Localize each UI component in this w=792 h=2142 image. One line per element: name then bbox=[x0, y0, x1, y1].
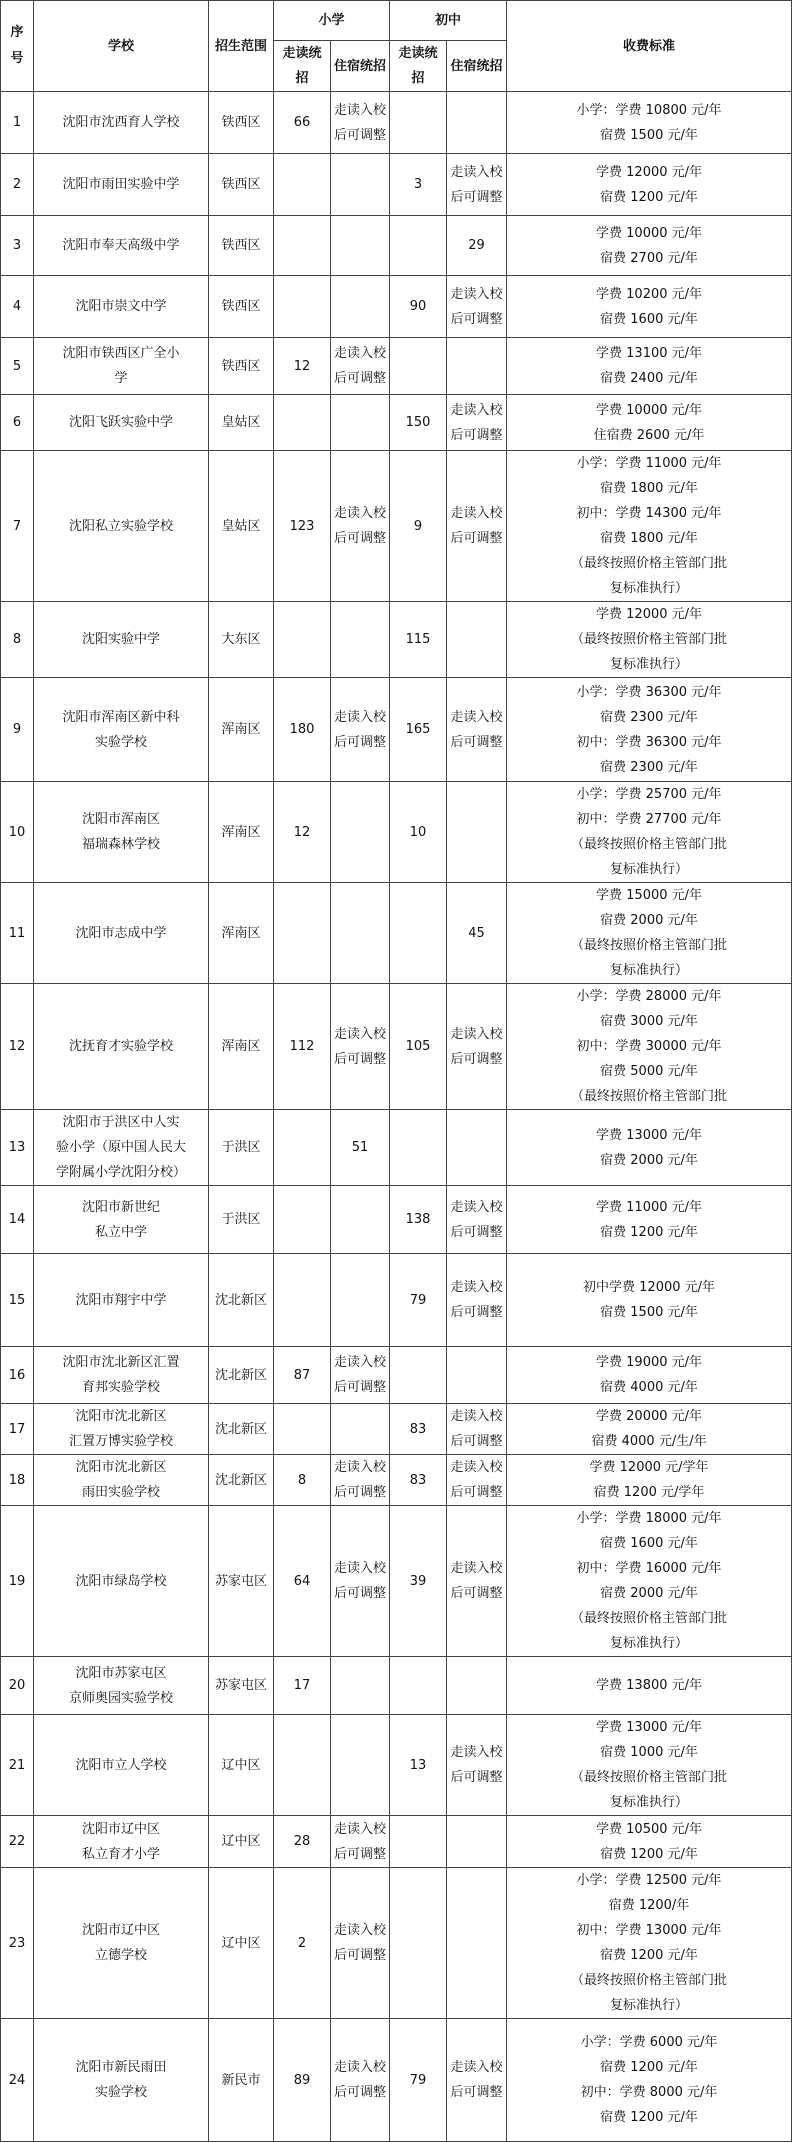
middle-day-quota bbox=[390, 216, 447, 276]
enroll-area: 苏家屯区 bbox=[209, 1506, 274, 1657]
primary-board-quota bbox=[331, 154, 390, 216]
primary-day-quota: 17 bbox=[274, 1657, 331, 1715]
middle-day-quota: 79 bbox=[390, 2019, 447, 2142]
primary-day-quota bbox=[274, 1254, 331, 1347]
middle-day-quota: 83 bbox=[390, 1455, 447, 1506]
row-number: 16 bbox=[1, 1347, 34, 1404]
row-number: 13 bbox=[1, 1110, 34, 1186]
primary-board-quota bbox=[331, 276, 390, 338]
school-name: 沈阳实验中学 bbox=[34, 602, 209, 678]
fee-standard: 学费 10500 元/年 宿费 1200 元/年 bbox=[507, 1816, 792, 1868]
table-row bbox=[1, 1715, 792, 1816]
fee-standard: 学费 13800 元/年 bbox=[507, 1657, 792, 1715]
school-name: 沈阳市沈北新区 雨田实验学校 bbox=[34, 1455, 209, 1506]
middle-board-quota: 走读入校 后可调整 bbox=[447, 984, 507, 1110]
fee-standard: 小学：学费 10800 元/年 宿费 1500 元/年 bbox=[507, 92, 792, 154]
middle-board-quota: 走读入校 后可调整 bbox=[447, 1715, 507, 1816]
middle-day-quota: 9 bbox=[390, 451, 447, 602]
middle-board-quota bbox=[447, 782, 507, 883]
middle-day-quota bbox=[390, 1816, 447, 1868]
row-number: 6 bbox=[1, 395, 34, 451]
middle-board-quota: 29 bbox=[447, 216, 507, 276]
middle-board-quota bbox=[447, 602, 507, 678]
primary-board-quota: 走读入校 后可调整 bbox=[331, 1816, 390, 1868]
middle-board-quota: 走读入校 后可调整 bbox=[447, 451, 507, 602]
primary-day-quota bbox=[274, 216, 331, 276]
primary-day-quota: 2 bbox=[274, 1868, 331, 2019]
table-row bbox=[1, 92, 792, 154]
school-name: 沈阳市沈西育人学校 bbox=[34, 92, 209, 154]
header-primary-day: 走读统招 bbox=[274, 41, 331, 92]
primary-board-quota bbox=[331, 1404, 390, 1455]
table-row bbox=[1, 1254, 792, 1347]
middle-day-quota: 10 bbox=[390, 782, 447, 883]
middle-board-quota bbox=[447, 1657, 507, 1715]
primary-board-quota: 走读入校 后可调整 bbox=[331, 984, 390, 1110]
school-name: 沈阳市绿岛学校 bbox=[34, 1506, 209, 1657]
fee-standard: 小学：学费 36300 元/年 宿费 2300 元/年 初中：学费 36300 元/年 宿费 2300 元/年 bbox=[507, 678, 792, 782]
middle-board-quota: 走读入校 后可调整 bbox=[447, 395, 507, 451]
table-row bbox=[1, 395, 792, 451]
fee-standard: 学费 20000 元/年 宿费 4000 元/生/年 bbox=[507, 1404, 792, 1455]
middle-day-quota bbox=[390, 1110, 447, 1186]
school-name: 沈阳市立人学校 bbox=[34, 1715, 209, 1816]
primary-day-quota: 66 bbox=[274, 92, 331, 154]
enroll-area: 浑南区 bbox=[209, 984, 274, 1110]
primary-board-quota bbox=[331, 602, 390, 678]
fee-standard: 学费 12000 元/年 （最终按照价格主管部门批 复标准执行） bbox=[507, 602, 792, 678]
middle-board-quota: 走读入校 后可调整 bbox=[447, 678, 507, 782]
school-name: 沈抚育才实验学校 bbox=[34, 984, 209, 1110]
middle-day-quota bbox=[390, 1347, 447, 1404]
primary-board-quota: 走读入校 后可调整 bbox=[331, 678, 390, 782]
enroll-area: 浑南区 bbox=[209, 782, 274, 883]
fee-standard: 学费 11000 元/年 宿费 1200 元/年 bbox=[507, 1186, 792, 1254]
table-row bbox=[1, 1506, 792, 1657]
enroll-area: 于洪区 bbox=[209, 1110, 274, 1186]
school-name: 沈阳市苏家屯区 京师奥园实验学校 bbox=[34, 1657, 209, 1715]
enroll-area: 辽中区 bbox=[209, 1816, 274, 1868]
enroll-area: 大东区 bbox=[209, 602, 274, 678]
row-number: 23 bbox=[1, 1868, 34, 2019]
fee-standard: 学费 10000 元/年 宿费 2700 元/年 bbox=[507, 216, 792, 276]
primary-day-quota bbox=[274, 395, 331, 451]
primary-day-quota bbox=[274, 1110, 331, 1186]
primary-day-quota: 8 bbox=[274, 1455, 331, 1506]
middle-board-quota: 走读入校 后可调整 bbox=[447, 154, 507, 216]
primary-day-quota: 64 bbox=[274, 1506, 331, 1657]
table-row bbox=[1, 154, 792, 216]
fee-standard: 小学：学费 18000 元/年 宿费 1600 元/年 初中：学费 16000 元/年 宿费 2000 元/年 （最终按照价格主管部门批 复标准执行） bbox=[507, 1506, 792, 1657]
table-row bbox=[1, 1455, 792, 1506]
table-row bbox=[1, 1816, 792, 1868]
row-number: 2 bbox=[1, 154, 34, 216]
fee-standard: 学费 10000 元/年 住宿费 2600 元/年 bbox=[507, 395, 792, 451]
middle-day-quota bbox=[390, 92, 447, 154]
primary-day-quota: 123 bbox=[274, 451, 331, 602]
middle-board-quota: 45 bbox=[447, 883, 507, 984]
middle-day-quota bbox=[390, 883, 447, 984]
primary-board-quota bbox=[331, 883, 390, 984]
school-name: 沈阳市浑南区新中科 实验学校 bbox=[34, 678, 209, 782]
fee-standard: 学费 13100 元/年 宿费 2400 元/年 bbox=[507, 338, 792, 395]
primary-board-quota bbox=[331, 1715, 390, 1816]
enroll-area: 沈北新区 bbox=[209, 1404, 274, 1455]
table-row bbox=[1, 1110, 792, 1186]
table-row bbox=[1, 883, 792, 984]
middle-board-quota: 走读入校 后可调整 bbox=[447, 2019, 507, 2142]
primary-day-quota bbox=[274, 154, 331, 216]
enroll-area: 沈北新区 bbox=[209, 1347, 274, 1404]
enroll-area: 沈北新区 bbox=[209, 1455, 274, 1506]
row-number: 21 bbox=[1, 1715, 34, 1816]
enroll-area: 辽中区 bbox=[209, 1868, 274, 2019]
middle-board-quota bbox=[447, 338, 507, 395]
primary-day-quota bbox=[274, 883, 331, 984]
enroll-area: 辽中区 bbox=[209, 1715, 274, 1816]
primary-board-quota: 走读入校 后可调整 bbox=[331, 1347, 390, 1404]
table-row bbox=[1, 1347, 792, 1404]
primary-day-quota: 89 bbox=[274, 2019, 331, 2142]
header-middle-board: 住宿统招 bbox=[447, 41, 507, 92]
fee-standard: 学费 13000 元/年 宿费 1000 元/年 （最终按照价格主管部门批 复标准执行） bbox=[507, 1715, 792, 1816]
school-name: 沈阳市于洪区中人实 验小学（原中国人民大 学附属小学沈阳分校） bbox=[34, 1110, 209, 1186]
middle-board-quota: 走读入校 后可调整 bbox=[447, 1404, 507, 1455]
table-row bbox=[1, 1186, 792, 1254]
school-name: 沈阳市辽中区 立德学校 bbox=[34, 1868, 209, 2019]
primary-board-quota bbox=[331, 216, 390, 276]
row-number: 17 bbox=[1, 1404, 34, 1455]
enroll-area: 新民市 bbox=[209, 2019, 274, 2142]
header-fee: 收费标准 bbox=[507, 1, 792, 92]
row-number: 4 bbox=[1, 276, 34, 338]
row-number: 8 bbox=[1, 602, 34, 678]
middle-day-quota: 83 bbox=[390, 1404, 447, 1455]
primary-board-quota: 走读入校 后可调整 bbox=[331, 92, 390, 154]
header-school: 学校 bbox=[34, 1, 209, 92]
primary-day-quota: 180 bbox=[274, 678, 331, 782]
fee-standard: 学费 10200 元/年 宿费 1600 元/年 bbox=[507, 276, 792, 338]
table-row bbox=[1, 782, 792, 883]
primary-day-quota bbox=[274, 1715, 331, 1816]
school-name: 沈阳市沈北新区汇置 育邦实验学校 bbox=[34, 1347, 209, 1404]
middle-board-quota: 走读入校 后可调整 bbox=[447, 1254, 507, 1347]
school-name: 沈阳市翔宇中学 bbox=[34, 1254, 209, 1347]
middle-day-quota bbox=[390, 1868, 447, 2019]
primary-day-quota: 28 bbox=[274, 1816, 331, 1868]
primary-board-quota: 走读入校 后可调整 bbox=[331, 451, 390, 602]
primary-board-quota bbox=[331, 395, 390, 451]
enroll-area: 苏家屯区 bbox=[209, 1657, 274, 1715]
school-name: 沈阳市沈北新区 汇置万博实验学校 bbox=[34, 1404, 209, 1455]
table-row bbox=[1, 678, 792, 782]
enroll-area: 铁西区 bbox=[209, 216, 274, 276]
middle-day-quota bbox=[390, 1657, 447, 1715]
school-name: 沈阳市志成中学 bbox=[34, 883, 209, 984]
header-primary-board: 住宿统招 bbox=[331, 41, 390, 92]
row-number: 14 bbox=[1, 1186, 34, 1254]
school-name: 沈阳市崇文中学 bbox=[34, 276, 209, 338]
primary-day-quota bbox=[274, 1404, 331, 1455]
header-no: 序 号 bbox=[1, 1, 34, 92]
middle-board-quota bbox=[447, 1816, 507, 1868]
fee-standard: 学费 15000 元/年 宿费 2000 元/年 （最终按照价格主管部门批 复标准执行） bbox=[507, 883, 792, 984]
table-row bbox=[1, 602, 792, 678]
primary-board-quota: 51 bbox=[331, 1110, 390, 1186]
middle-day-quota: 165 bbox=[390, 678, 447, 782]
header-middle-day: 走读统招 bbox=[390, 41, 447, 92]
school-name: 沈阳市铁西区广全小 学 bbox=[34, 338, 209, 395]
primary-board-quota: 走读入校 后可调整 bbox=[331, 1455, 390, 1506]
fee-standard: 学费 12000 元/学年 宿费 1200 元/学年 bbox=[507, 1455, 792, 1506]
table-row bbox=[1, 451, 792, 602]
middle-day-quota: 79 bbox=[390, 1254, 447, 1347]
header-middle: 初中 bbox=[390, 1, 507, 41]
enroll-area: 皇姑区 bbox=[209, 395, 274, 451]
middle-board-quota: 走读入校 后可调整 bbox=[447, 1506, 507, 1657]
school-name: 沈阳私立实验学校 bbox=[34, 451, 209, 602]
row-number: 12 bbox=[1, 984, 34, 1110]
school-name: 沈阳市雨田实验中学 bbox=[34, 154, 209, 216]
row-number: 1 bbox=[1, 92, 34, 154]
school-name: 沈阳市新民雨田 实验学校 bbox=[34, 2019, 209, 2142]
row-number: 22 bbox=[1, 1816, 34, 1868]
middle-day-quota: 105 bbox=[390, 984, 447, 1110]
fee-standard: 小学：学费 11000 元/年 宿费 1800 元/年 初中：学费 14300 元/年 宿费 1800 元/年 （最终按照价格主管部门批 复标准执行） bbox=[507, 451, 792, 602]
table-row bbox=[1, 984, 792, 1110]
fee-standard: 学费 19000 元/年 宿费 4000 元/年 bbox=[507, 1347, 792, 1404]
primary-day-quota: 87 bbox=[274, 1347, 331, 1404]
fee-standard: 学费 13000 元/年 宿费 2000 元/年 bbox=[507, 1110, 792, 1186]
row-number: 20 bbox=[1, 1657, 34, 1715]
primary-board-quota: 走读入校 后可调整 bbox=[331, 2019, 390, 2142]
primary-day-quota bbox=[274, 276, 331, 338]
row-number: 15 bbox=[1, 1254, 34, 1347]
row-number: 10 bbox=[1, 782, 34, 883]
fee-standard: 初中学费 12000 元/年 宿费 1500 元/年 bbox=[507, 1254, 792, 1347]
middle-board-quota bbox=[447, 1868, 507, 2019]
table-row bbox=[1, 1868, 792, 2019]
enroll-area: 浑南区 bbox=[209, 678, 274, 782]
school-name: 沈阳市新世纪 私立中学 bbox=[34, 1186, 209, 1254]
middle-board-quota: 走读入校 后可调整 bbox=[447, 276, 507, 338]
header-area: 招生范围 bbox=[209, 1, 274, 92]
table-body bbox=[1, 92, 792, 2142]
primary-board-quota: 走读入校 后可调整 bbox=[331, 1868, 390, 2019]
fee-standard: 小学：学费 28000 元/年 宿费 3000 元/年 初中：学费 30000 元/年 宿费 5000 元/年 （最终按照价格主管部门批 bbox=[507, 984, 792, 1110]
middle-day-quota bbox=[390, 338, 447, 395]
enroll-area: 铁西区 bbox=[209, 338, 274, 395]
middle-board-quota bbox=[447, 92, 507, 154]
middle-day-quota: 90 bbox=[390, 276, 447, 338]
fee-standard: 小学：学费 12500 元/年 宿费 1200/年 初中：学费 13000 元/年 宿费 1200 元/年 （最终按照价格主管部门批 复标准执行） bbox=[507, 1868, 792, 2019]
row-number: 24 bbox=[1, 2019, 34, 2142]
primary-day-quota bbox=[274, 1186, 331, 1254]
middle-day-quota: 13 bbox=[390, 1715, 447, 1816]
primary-board-quota: 走读入校 后可调整 bbox=[331, 1506, 390, 1657]
middle-day-quota: 3 bbox=[390, 154, 447, 216]
row-number: 3 bbox=[1, 216, 34, 276]
school-name: 沈阳市奉天高级中学 bbox=[34, 216, 209, 276]
row-number: 19 bbox=[1, 1506, 34, 1657]
row-number: 18 bbox=[1, 1455, 34, 1506]
primary-day-quota: 12 bbox=[274, 782, 331, 883]
primary-board-quota: 走读入校 后可调整 bbox=[331, 338, 390, 395]
primary-board-quota bbox=[331, 1186, 390, 1254]
table-row bbox=[1, 2019, 792, 2142]
middle-day-quota: 138 bbox=[390, 1186, 447, 1254]
table-row bbox=[1, 276, 792, 338]
table-row bbox=[1, 1657, 792, 1715]
enroll-area: 铁西区 bbox=[209, 276, 274, 338]
enroll-area: 于洪区 bbox=[209, 1186, 274, 1254]
middle-board-quota: 走读入校 后可调整 bbox=[447, 1455, 507, 1506]
row-number: 5 bbox=[1, 338, 34, 395]
enroll-area: 沈北新区 bbox=[209, 1254, 274, 1347]
primary-board-quota bbox=[331, 782, 390, 883]
enroll-area: 铁西区 bbox=[209, 92, 274, 154]
row-number: 7 bbox=[1, 451, 34, 602]
school-name: 沈阳市辽中区 私立育才小学 bbox=[34, 1816, 209, 1868]
table-row bbox=[1, 216, 792, 276]
school-name: 沈阳飞跃实验中学 bbox=[34, 395, 209, 451]
middle-day-quota: 39 bbox=[390, 1506, 447, 1657]
enroll-area: 浑南区 bbox=[209, 883, 274, 984]
middle-board-quota bbox=[447, 1347, 507, 1404]
school-name: 沈阳市浑南区 福瑞森林学校 bbox=[34, 782, 209, 883]
enroll-area: 铁西区 bbox=[209, 154, 274, 216]
middle-day-quota: 115 bbox=[390, 602, 447, 678]
header-primary: 小学 bbox=[274, 1, 390, 41]
primary-day-quota: 112 bbox=[274, 984, 331, 1110]
middle-board-quota: 走读入校 后可调整 bbox=[447, 1186, 507, 1254]
fee-standard: 小学：学费 6000 元/年 宿费 1200 元/年 初中：学费 8000 元/年 宿费 1200 元/年 bbox=[507, 2019, 792, 2142]
primary-day-quota: 12 bbox=[274, 338, 331, 395]
row-number: 9 bbox=[1, 678, 34, 782]
fee-standard: 学费 12000 元/年 宿费 1200 元/年 bbox=[507, 154, 792, 216]
table-row bbox=[1, 338, 792, 395]
primary-day-quota bbox=[274, 602, 331, 678]
middle-day-quota: 150 bbox=[390, 395, 447, 451]
table-row bbox=[1, 1404, 792, 1455]
enroll-area: 皇姑区 bbox=[209, 451, 274, 602]
primary-board-quota bbox=[331, 1657, 390, 1715]
primary-board-quota bbox=[331, 1254, 390, 1347]
fee-standard: 小学：学费 25700 元/年 初中：学费 27700 元/年 （最终按照价格主管部门批 复标准执行） bbox=[507, 782, 792, 883]
row-number: 11 bbox=[1, 883, 34, 984]
middle-board-quota bbox=[447, 1110, 507, 1186]
